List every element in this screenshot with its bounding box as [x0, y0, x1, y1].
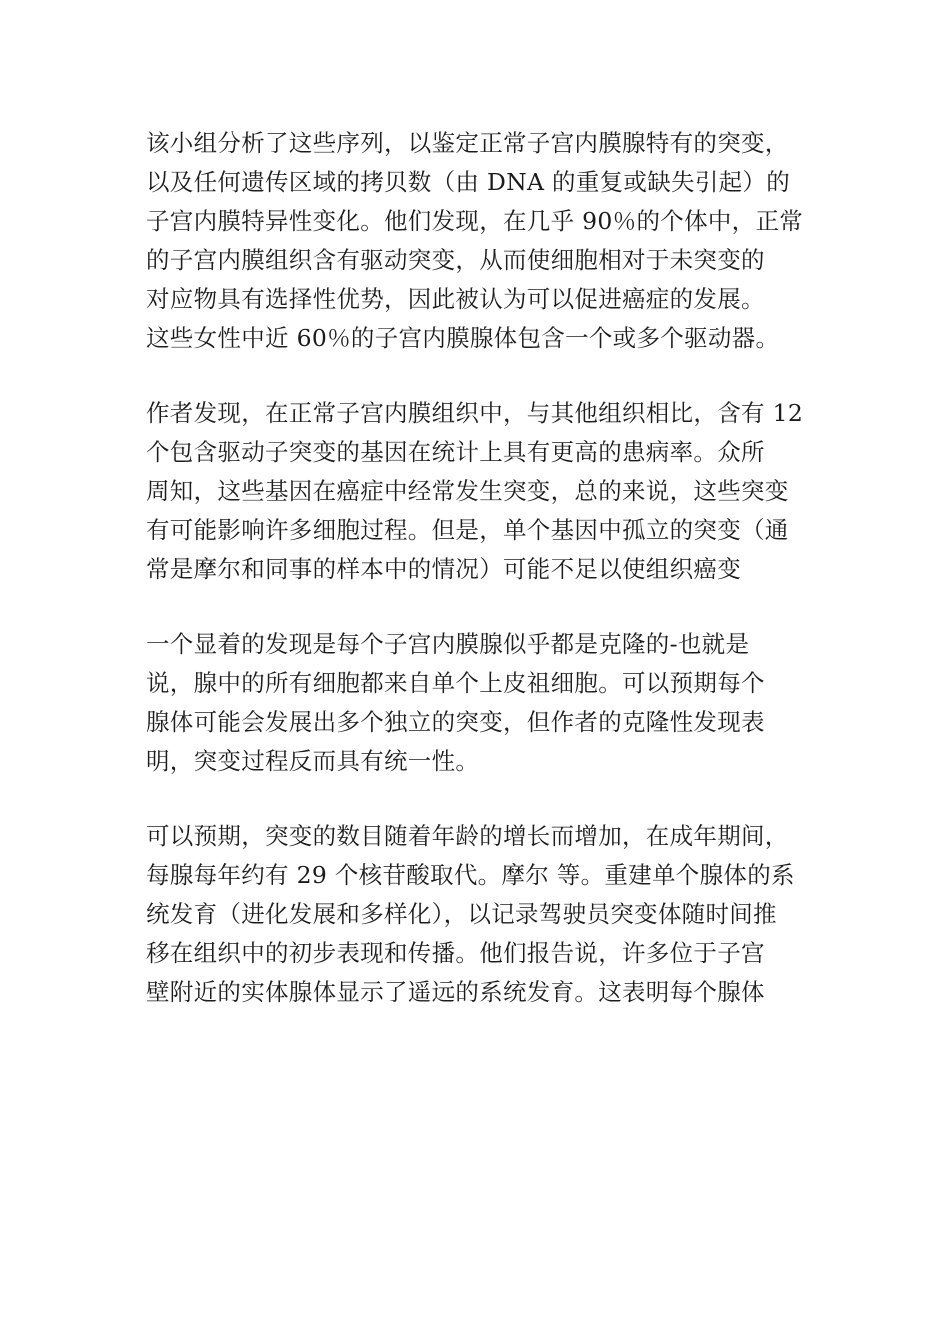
paragraph-2 — [146, 394, 814, 589]
text-line: 一个显着的发现是每个子宫内膜腺似乎都是克隆的-也就是 — [146, 630, 750, 658]
text-line: 明，突变过程反而具有统一性。 — [146, 747, 480, 775]
text-line: 每腺每年约有 29 个核苷酸取代。摩尔 等。重建单个腺体的系 — [146, 861, 795, 889]
text-line: 壁附近的实体腺体显示了遥远的系统发育。这表明每个腺体 — [146, 978, 765, 1006]
text-line: 周知，这些基因在癌症中经常发生突变，总的来说，这些突变 — [146, 477, 789, 505]
text-line: 个包含驱动子突变的基因在统计上具有更高的患病率。众所 — [146, 438, 765, 466]
text-line: 移在组织中的初步表现和传播。他们报告说，许多位于子宫 — [146, 939, 765, 967]
text-line: 腺体可能会发展出多个独立的突变，但作者的克隆性发现表 — [146, 708, 765, 736]
text-line: 说，腺中的所有细胞都来自单个上皮祖细胞。可以预期每个 — [146, 669, 765, 697]
text-line: 子宫内膜特异性变化。他们发现，在几乎 90％的个体中，正常 — [146, 207, 804, 235]
text-line: 的子宫内膜组织含有驱动突变，从而使细胞相对于未突变的 — [146, 246, 765, 274]
paragraph-4 — [146, 817, 814, 1012]
text-line: 以及任何遗传区域的拷贝数（由 DNA 的重复或缺失引起）的 — [146, 168, 791, 196]
paragraph-1 — [146, 124, 814, 358]
text-line: 这些女性中近 60％的子宫内膜腺体包含一个或多个驱动器。 — [146, 324, 780, 352]
paragraph-3 — [146, 625, 814, 781]
text-line: 该小组分析了这些序列，以鉴定正常子宫内膜腺特有的突变， — [146, 129, 789, 157]
text-line: 可以预期，突变的数目随着年龄的增长而增加，在成年期间， — [146, 822, 789, 850]
text-line: 统发育（进化发展和多样化），以记录驾驶员突变体随时间推 — [146, 900, 777, 928]
text-line: 对应物具有选择性优势，因此被认为可以促进癌症的发展。 — [146, 285, 765, 313]
text-line: 作者发现，在正常子宫内膜组织中，与其他组织相比，含有 12 — [146, 399, 804, 427]
document-body — [146, 124, 814, 1012]
text-line: 有可能影响许多细胞过程。但是，单个基因中孤立的突变（通 — [146, 516, 789, 544]
text-line: 常是摩尔和同事的样本中的情况）可能不足以使组织癌变 — [146, 555, 741, 583]
